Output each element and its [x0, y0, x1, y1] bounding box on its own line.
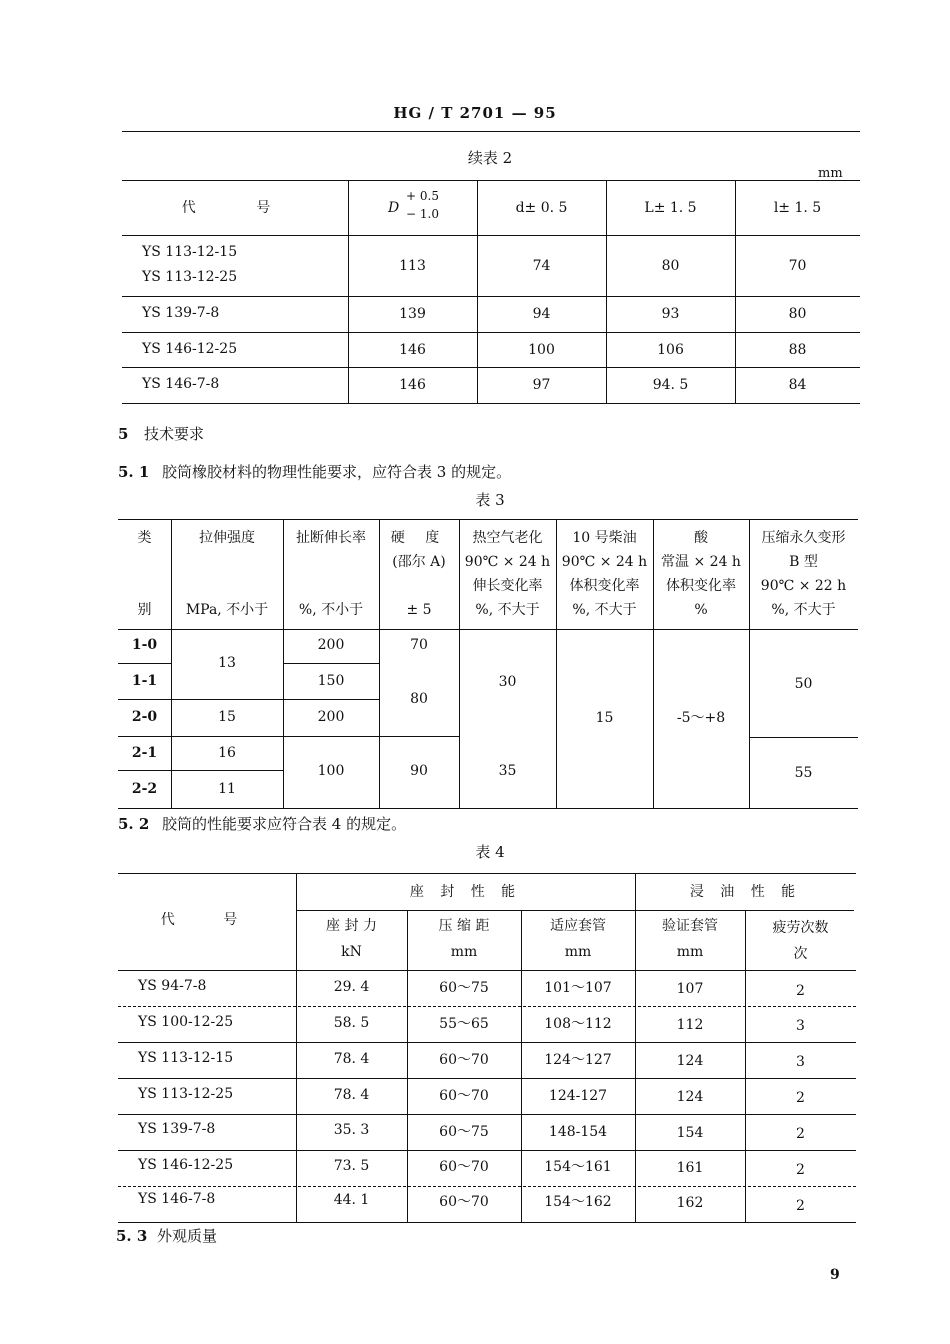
t4-head-force: 座 封 力	[326, 918, 377, 934]
t2-row1-code2: YS 113-12-25	[142, 269, 238, 285]
t4-row1-casing: 101～107	[544, 980, 612, 996]
t3-head-oil-c: 体积变化率	[569, 578, 640, 594]
t4-row5-casing: 148-154	[548, 1124, 608, 1140]
t2-row2-l: 80	[788, 306, 807, 322]
t3-head-air-a: 热空气老化	[472, 530, 543, 546]
t4-head-fatigue-unit: 次	[793, 946, 808, 962]
t3-class-1-1: 1-1	[131, 673, 158, 689]
t4-row2-code: YS 100-12-25	[138, 1014, 234, 1030]
t4-row7-verify: 162	[676, 1195, 704, 1211]
section-5-1-number: 5. 1	[118, 463, 150, 481]
t4-head-oil: 浸 油 性 能	[689, 884, 802, 900]
t2-row4-d: 97	[532, 377, 551, 393]
t3-head-air-c: 伸长变化率	[472, 578, 543, 594]
t4-head-verify: 验证套管	[662, 918, 718, 934]
t2-row2-code: YS 139-7-8	[142, 305, 220, 321]
t3-head-oil-a: 10 号柴油	[572, 530, 637, 546]
t2-row2-d: 94	[532, 306, 551, 322]
t3-elong-100: 100	[317, 763, 345, 779]
t4-row5-fatigue: 2	[796, 1126, 805, 1142]
t3-oil-15: 15	[595, 710, 614, 726]
t3-head-comp-a: 压缩永久变形	[761, 530, 846, 546]
t3-hard-90: 90	[410, 763, 428, 779]
table2-caption: 续表 2	[467, 149, 513, 167]
t4-row4-force: 78. 4	[333, 1087, 370, 1103]
t3-head-acid-d: %	[694, 602, 708, 618]
t3-head-elong-b: %, 不小于	[298, 602, 364, 618]
t3-head-oil-b: 90℃ × 24 h	[561, 554, 648, 570]
t2-head-D-plus: + 0.5	[406, 189, 439, 203]
t4-row1-code: YS 94-7-8	[138, 978, 207, 994]
t2-row3-l: 88	[788, 342, 807, 358]
t2-head-l: l± 1. 5	[773, 200, 822, 216]
t4-row1-verify: 107	[676, 981, 704, 997]
t3-elong-200b: 200	[317, 709, 345, 725]
t3-head-tensile-b: MPa, 不小于	[185, 602, 269, 618]
t3-head-air-b: 90℃ × 24 h	[464, 554, 551, 570]
t3-head-class-a: 类	[137, 530, 152, 546]
t3-hard-70: 70	[410, 637, 428, 653]
t3-elong-200a: 200	[317, 637, 345, 653]
section-5-number: 5	[118, 425, 129, 443]
t3-head-acid-b: 常温 × 24 h	[661, 554, 741, 570]
t4-row6-fatigue: 2	[796, 1162, 805, 1178]
t3-comp-50: 50	[794, 676, 813, 692]
t2-row3-code: YS 146-12-25	[142, 341, 238, 357]
t3-head-hard-c: ± 5	[406, 602, 432, 618]
t4-row6-code: YS 146-12-25	[138, 1157, 234, 1173]
t3-head-hard-b: (邵尔 A)	[392, 554, 446, 570]
t2-row4-L: 94. 5	[652, 377, 689, 393]
t3-tensile-15: 15	[218, 709, 236, 725]
t3-head-air-d: %, 不大于	[475, 602, 540, 618]
t4-head-seal: 座 封 性 能	[409, 884, 522, 900]
t4-row2-force: 58. 5	[333, 1015, 370, 1031]
header-rule	[122, 131, 860, 132]
t3-class-2-1: 2-1	[131, 745, 158, 761]
t4-row7-casing: 154～162	[544, 1194, 612, 1210]
t4-row4-verify: 124	[676, 1089, 704, 1105]
t3-head-oil-d: %, 不大于	[572, 602, 637, 618]
t4-row4-casing: 124-127	[548, 1088, 608, 1104]
t4-head-force-unit: kN	[341, 944, 362, 960]
t2-head-d: d± 0. 5	[515, 200, 568, 216]
t3-class-2-2: 2-2	[131, 781, 158, 797]
t4-row3-verify: 124	[676, 1053, 704, 1069]
t3-head-acid-a: 酸	[694, 530, 708, 546]
t2-row4-code: YS 146-7-8	[142, 376, 220, 392]
table3-caption: 表 3	[475, 491, 505, 509]
t3-head-tensile-a: 拉伸强度	[199, 530, 255, 546]
section-5-3-number: 5. 3	[116, 1227, 148, 1245]
t3-head-hard-a: 硬 度	[390, 530, 448, 546]
t2-row1-D: 113	[399, 258, 426, 274]
t4-row3-casing: 124～127	[544, 1052, 612, 1068]
t3-head-comp-d: %, 不大于	[771, 602, 836, 618]
t4-row6-casing: 154～161	[544, 1159, 612, 1175]
t4-head-code: 代 号	[160, 912, 260, 928]
t2-row3-d: 100	[528, 342, 555, 358]
t2-head-L: L± 1. 5	[644, 200, 697, 216]
t4-head-verify-unit: mm	[676, 944, 704, 960]
t2-row2-D: 139	[399, 306, 426, 322]
t3-class-2-0: 2-0	[131, 709, 158, 725]
t4-row5-force: 35. 3	[333, 1122, 370, 1138]
t2-row1-L: 80	[661, 258, 680, 274]
t3-tensile-16: 16	[218, 745, 236, 761]
t4-row1-fatigue: 2	[796, 983, 805, 999]
t4-row7-comp: 60～70	[439, 1194, 489, 1210]
t4-row3-comp: 60～70	[439, 1052, 489, 1068]
t3-acid-range: -5～+8	[676, 710, 726, 726]
t4-row3-fatigue: 3	[796, 1054, 805, 1070]
t4-row7-code: YS 146-7-8	[138, 1191, 216, 1207]
section-5-2-number: 5. 2	[118, 815, 150, 833]
t3-comp-55: 55	[794, 765, 813, 781]
t4-row6-force: 73. 5	[333, 1158, 370, 1174]
table2-unit: mm	[818, 166, 843, 181]
t4-row4-fatigue: 2	[796, 1090, 805, 1106]
section-5-3-title: 外观质量	[157, 1227, 218, 1245]
section-5-2-text: 胶筒的性能要求应符合表 4 的规定。	[162, 815, 407, 833]
table4-caption: 表 4	[475, 843, 505, 861]
t4-row4-comp: 60～70	[439, 1088, 489, 1104]
t4-head-casing: 适应套管	[550, 918, 606, 934]
t4-row6-comp: 60～70	[439, 1159, 489, 1175]
t2-row3-L: 106	[657, 342, 684, 358]
t2-row4-D: 146	[399, 377, 426, 393]
t4-row3-code: YS 113-12-15	[138, 1050, 234, 1066]
t2-row2-L: 93	[661, 306, 680, 322]
t3-head-comp-c: 90℃ × 22 h	[760, 578, 847, 594]
t2-head-D-minus: − 1.0	[406, 207, 439, 221]
t4-row1-comp: 60～75	[439, 980, 489, 996]
t4-row7-force: 44. 1	[333, 1192, 370, 1208]
section-5-title: 技术要求	[144, 425, 205, 443]
t3-head-comp-b: B 型	[789, 554, 818, 570]
t4-row4-code: YS 113-12-25	[138, 1086, 234, 1102]
t4-row2-casing: 108～112	[544, 1016, 612, 1032]
document-code-header: HG / T 2701 — 95	[393, 104, 557, 122]
t2-row3-D: 146	[399, 342, 426, 358]
page-number: 9	[830, 1267, 840, 1283]
t2-row1-l: 70	[788, 258, 807, 274]
t2-head-code: 代 号	[181, 200, 299, 216]
section-5-1-text: 胶筒橡胶材料的物理性能要求，应符合表 3 的规定。	[162, 463, 512, 481]
t4-head-fatigue: 疲劳次数	[772, 920, 829, 936]
t2-row1-d: 74	[532, 258, 551, 274]
t3-head-acid-c: 体积变化率	[666, 578, 736, 594]
t4-row5-code: YS 139-7-8	[138, 1121, 216, 1137]
t3-class-1-0: 1-0	[131, 637, 158, 653]
t4-head-comp-unit: mm	[450, 944, 478, 960]
t3-air-30: 30	[498, 674, 517, 690]
t4-row1-force: 29. 4	[333, 979, 370, 995]
t3-tensile-13: 13	[218, 655, 236, 671]
t3-elong-150: 150	[317, 673, 345, 689]
t3-tensile-11: 11	[218, 781, 236, 797]
t4-row2-verify: 112	[676, 1017, 704, 1033]
t3-head-class-b: 别	[137, 602, 152, 618]
t3-head-elong-a: 扯断伸长率	[296, 530, 366, 546]
t4-row3-force: 78. 4	[333, 1051, 370, 1067]
t4-head-casing-unit: mm	[564, 944, 592, 960]
t4-row6-verify: 161	[676, 1160, 704, 1176]
t4-row2-fatigue: 3	[796, 1018, 805, 1034]
t4-row7-fatigue: 2	[796, 1198, 805, 1214]
t4-row2-comp: 55～65	[439, 1016, 489, 1032]
t3-air-35: 35	[498, 763, 517, 779]
t2-row4-l: 84	[788, 377, 807, 393]
t4-row5-verify: 154	[676, 1125, 704, 1141]
t2-head-D: D	[388, 200, 400, 216]
t2-row1-code1: YS 113-12-15	[142, 244, 238, 260]
t4-row5-comp: 60～75	[439, 1124, 489, 1140]
t3-hard-80: 80	[410, 691, 428, 707]
t4-head-comp: 压 缩 距	[438, 918, 490, 934]
